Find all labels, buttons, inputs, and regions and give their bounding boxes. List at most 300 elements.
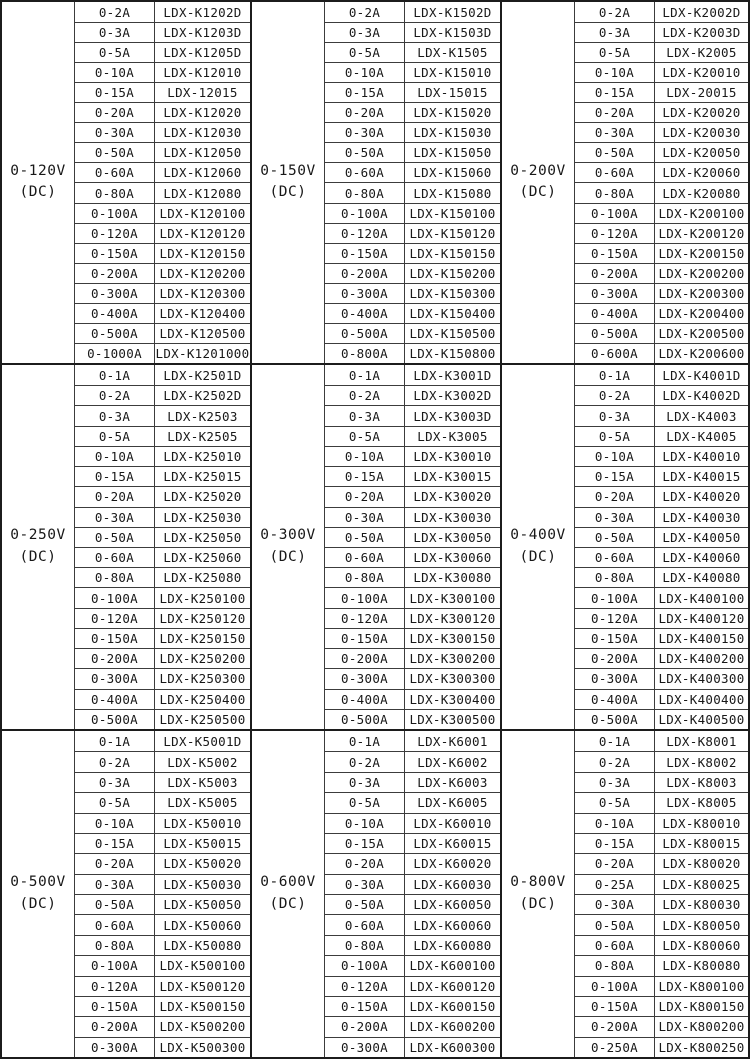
model-number-cell: LDX-K30015 — [405, 466, 500, 486]
current-range-cell: 0-200A — [325, 648, 405, 668]
current-range-cell: 0-200A — [75, 263, 155, 283]
model-number-cell: LDX-K15030 — [405, 122, 500, 142]
table-band — [2, 731, 748, 1057]
model-number-cell: LDX-K25050 — [155, 527, 250, 547]
model-number-cell: LDX-K25015 — [155, 466, 250, 486]
model-number-cell: LDX-K200100 — [655, 203, 748, 223]
model-number-cell: LDX-K50060 — [155, 914, 250, 934]
current-range-cell: 0-20A — [325, 853, 405, 873]
current-range-cell: 0-60A — [575, 935, 655, 955]
current-range-cell: 0-80A — [325, 567, 405, 587]
model-number-cell: LDX-K6005 — [405, 792, 500, 812]
model-number-cell: LDX-K300400 — [405, 689, 500, 709]
model-number-cell: LDX-K250400 — [155, 689, 250, 709]
model-number-cell: LDX-K25020 — [155, 486, 250, 506]
model-number-cell: LDX-K500100 — [155, 955, 250, 975]
model-number-cell: LDX-K1205D — [155, 42, 250, 62]
current-range-cell: 0-60A — [575, 547, 655, 567]
model-number-cell: LDX-K150800 — [405, 343, 500, 363]
current-range-cell: 0-5A — [75, 792, 155, 812]
current-range-cell: 0-120A — [75, 223, 155, 243]
model-number-cell: LDX-K50015 — [155, 833, 250, 853]
current-range-cell: 0-3A — [325, 772, 405, 792]
current-range-cell: 0-15A — [75, 833, 155, 853]
current-range-cell: 0-60A — [325, 914, 405, 934]
model-number-cell: LDX-K4005 — [655, 426, 748, 446]
model-number-cell: LDX-K3005 — [405, 426, 500, 446]
current-range-cell: 0-20A — [575, 102, 655, 122]
current-range-cell: 0-25A — [575, 874, 655, 894]
current-range-cell: 0-500A — [325, 323, 405, 343]
current-range-cell: 0-60A — [75, 914, 155, 934]
model-number-cell: LDX-K250120 — [155, 608, 250, 628]
model-number-cell: LDX-K1202D — [163, 4, 242, 20]
current-range-cell: 0-2A — [325, 751, 405, 771]
model-number-cell: LDX-K400300 — [655, 668, 748, 688]
model-number-cell: LDX-K30020 — [405, 486, 500, 506]
current-range-cell: 0-400A — [575, 689, 655, 709]
voltage-range-label: 0-500V — [10, 874, 66, 891]
model-number-cell: LDX-K600150 — [405, 996, 500, 1016]
current-range-cell: 0-120A — [75, 976, 155, 996]
model-number-cell: LDX-K600300 — [405, 1037, 500, 1057]
model-number-cell: LDX-K2002D — [662, 4, 741, 20]
current-range-cell: 0-10A — [325, 446, 405, 466]
voltage-group — [502, 2, 748, 363]
current-range-cell: 0-100A — [575, 203, 655, 223]
current-range-cell: 0-10A — [75, 446, 155, 466]
model-number-cell: LDX-K80020 — [655, 853, 748, 873]
model-number-cell: LDX-K50050 — [155, 894, 250, 914]
voltage-range-cell — [252, 2, 325, 363]
model-number-cell: LDX-K50010 — [155, 813, 250, 833]
current-range-cell: 0-10A — [75, 62, 155, 82]
model-number-cell: LDX-K120500 — [155, 323, 250, 343]
model-number-cell: LDX-K40030 — [655, 507, 748, 527]
current-range-cell: 0-60A — [75, 547, 155, 567]
model-number-cell: LDX-K25060 — [155, 547, 250, 567]
model-number-cell: LDX-K200600 — [655, 343, 748, 363]
current-range-cell: 0-50A — [75, 527, 155, 547]
model-number-cell: LDX-K40015 — [655, 466, 748, 486]
model-number-cell: LDX-K12030 — [155, 122, 250, 142]
current-range-cell: 0-3A — [75, 405, 155, 425]
current-range-cell: 0-800A — [325, 343, 405, 363]
current-range-cell: 0-80A — [75, 182, 155, 202]
model-number-cell: LDX-K250500 — [155, 709, 250, 729]
voltage-dc-label: (DC) — [519, 896, 557, 912]
voltage-group — [252, 365, 502, 729]
model-number-cell: LDX-K80030 — [655, 894, 748, 914]
voltage-range-label: 0-200V — [510, 162, 566, 179]
current-range-cell: 0-10A — [75, 813, 155, 833]
model-number-cell: LDX-K12020 — [155, 102, 250, 122]
voltage-range-label: 0-300V — [260, 527, 316, 544]
model-number-cell: LDX-K200400 — [655, 303, 748, 323]
current-range-cell: 0-100A — [75, 955, 155, 975]
current-range-cell: 0-120A — [575, 223, 655, 243]
model-number-cell: LDX-K200300 — [655, 283, 748, 303]
model-number-cell: LDX-K50080 — [155, 935, 250, 955]
model-number-cell: LDX-K500300 — [155, 1037, 250, 1057]
current-range-cell: 0-500A — [325, 709, 405, 729]
model-number-cell: LDX-K30010 — [405, 446, 500, 466]
current-range-cell: 0-5A — [325, 426, 405, 446]
voltage-group — [502, 731, 748, 1057]
current-range-cell: 0-250A — [575, 1037, 655, 1057]
current-range-cell: 0-30A — [325, 122, 405, 142]
model-number-cell: LDX-K150500 — [405, 323, 500, 343]
table-band — [2, 2, 748, 365]
current-range-cell: 0-80A — [75, 567, 155, 587]
model-number-cell: LDX-K120100 — [155, 203, 250, 223]
model-number-cell: LDX-K1502D — [413, 4, 492, 20]
model-number-cell: LDX-K8005 — [655, 792, 748, 812]
current-range-cell: 0-600A — [575, 343, 655, 363]
voltage-dc-label: (DC) — [519, 548, 557, 565]
model-number-cell: LDX-K500120 — [155, 976, 250, 996]
model-number-cell: LDX-K2503 — [155, 405, 250, 425]
current-range-cell: 0-10A — [325, 62, 405, 82]
model-number-cell: LDX-K800100 — [655, 976, 748, 996]
current-range-cell: 0-5A — [575, 42, 655, 62]
current-range-cell: 0-80A — [325, 935, 405, 955]
current-range-cell: 0-3A — [325, 405, 405, 425]
model-number-cell: LDX-K5005 — [155, 792, 250, 812]
current-range-cell: 0-50A — [575, 527, 655, 547]
model-number-cell: LDX-K300200 — [405, 648, 500, 668]
current-range-cell: 0-3A — [75, 22, 155, 42]
current-range-cell: 0-400A — [75, 303, 155, 323]
current-range-cell: 0-200A — [325, 1016, 405, 1036]
model-number-cell: LDX-K25080 — [155, 567, 250, 587]
current-range-cell: 0-500A — [75, 709, 155, 729]
model-number-cell: LDX-K12050 — [155, 142, 250, 162]
current-range-cell: 0-300A — [325, 1037, 405, 1057]
current-range-cell: 0-1000A — [75, 343, 155, 363]
model-number-cell: LDX-K60030 — [405, 874, 500, 894]
voltage-range-label: 0-150V — [260, 162, 316, 179]
current-range-cell: 0-30A — [325, 507, 405, 527]
current-range-cell: 0-2A — [575, 2, 655, 22]
model-number-cell: LDX-K200120 — [655, 223, 748, 243]
model-number-cell: LDX-K12080 — [155, 182, 250, 202]
current-range-cell: 0-300A — [75, 283, 155, 303]
current-range-cell: 0-2A — [325, 385, 405, 405]
model-number-cell: LDX-K120150 — [155, 243, 250, 263]
voltage-dc-label: (DC) — [19, 896, 57, 912]
current-range-cell: 0-50A — [75, 894, 155, 914]
model-number-cell: LDX-K300100 — [405, 587, 500, 607]
current-range-cell: 0-50A — [575, 914, 655, 934]
current-range-cell: 0-1A — [325, 731, 405, 751]
current-range-cell: 0-15A — [325, 82, 405, 102]
model-number-cell: LDX-K80025 — [655, 874, 748, 894]
model-number-cell: LDX-K60080 — [405, 935, 500, 955]
current-range-cell: 0-100A — [575, 976, 655, 996]
current-range-cell: 0-50A — [325, 527, 405, 547]
current-range-cell: 0-60A — [75, 162, 155, 182]
voltage-dc-label: (DC) — [19, 548, 57, 565]
model-number-cell: LDX-K5003 — [155, 772, 250, 792]
current-range-cell: 0-30A — [575, 894, 655, 914]
model-number-cell: LDX-K15080 — [405, 182, 500, 202]
model-number-cell: LDX-K400100 — [655, 587, 748, 607]
model-number-cell: LDX-K15010 — [405, 62, 500, 82]
model-number-cell: LDX-K150150 — [405, 243, 500, 263]
current-range-cell: 0-50A — [325, 142, 405, 162]
current-range-cell: 0-15A — [75, 466, 155, 486]
current-range-cell: 0-10A — [575, 62, 655, 82]
voltage-range-label: 0-400V — [510, 527, 566, 544]
model-number-cell: LDX-K12060 — [155, 162, 250, 182]
model-number-cell: LDX-K2005 — [655, 42, 748, 62]
current-range-cell: 0-15A — [575, 82, 655, 102]
model-number-cell: LDX-K2502D — [155, 385, 250, 405]
voltage-group — [252, 731, 502, 1057]
current-range-cell: 0-15A — [75, 82, 155, 102]
current-range-cell: 0-30A — [325, 874, 405, 894]
current-range-cell: 0-15A — [575, 466, 655, 486]
current-range-cell: 0-80A — [575, 955, 655, 975]
voltage-dc-label: (DC) — [269, 184, 307, 201]
current-range-cell: 0-2A — [75, 385, 155, 405]
model-number-cell: LDX-K250300 — [155, 668, 250, 688]
current-range-cell: 0-500A — [575, 709, 655, 729]
current-range-cell: 0-200A — [575, 1016, 655, 1036]
voltage-range-label: 0-600V — [260, 874, 316, 891]
model-number-cell: LDX-K5002 — [155, 751, 250, 771]
current-range-cell: 0-5A — [575, 426, 655, 446]
model-number-cell: LDX-K400200 — [655, 648, 748, 668]
model-number-cell: LDX-K200500 — [655, 323, 748, 343]
current-range-cell: 0-300A — [575, 668, 655, 688]
model-number-cell: LDX-K800200 — [655, 1016, 748, 1036]
current-range-cell: 0-20A — [75, 102, 155, 122]
model-number-cell: LDX-K150200 — [405, 263, 500, 283]
current-range-cell: 0-5A — [75, 426, 155, 446]
current-range-cell: 0-5A — [575, 792, 655, 812]
current-range-cell: 0-150A — [325, 243, 405, 263]
current-range-cell: 0-1A — [75, 365, 155, 385]
model-number-cell: LDX-K80015 — [655, 833, 748, 853]
current-range-cell: 0-150A — [575, 628, 655, 648]
model-number-cell: LDX-K400120 — [655, 608, 748, 628]
model-number-cell: LDX-K120120 — [155, 223, 250, 243]
current-range-cell: 0-400A — [325, 689, 405, 709]
voltage-group — [2, 365, 252, 729]
current-range-cell: 0-200A — [575, 263, 655, 283]
voltage-range-label: 0-250V — [10, 527, 66, 544]
model-number-cell: LDX-K60060 — [405, 914, 500, 934]
current-range-cell: 0-100A — [325, 587, 405, 607]
current-range-cell: 0-200A — [75, 1016, 155, 1036]
current-range-cell: 0-3A — [75, 772, 155, 792]
model-number-cell: LDX-K3002D — [405, 385, 500, 405]
model-number-cell: LDX-K5001D — [163, 733, 242, 749]
model-number-cell: LDX-K1201000 — [155, 343, 250, 363]
current-range-cell: 0-3A — [575, 405, 655, 425]
current-range-cell: 0-10A — [575, 813, 655, 833]
current-range-cell: 0-80A — [575, 567, 655, 587]
model-number-cell: LDX-K12010 — [155, 62, 250, 82]
voltage-group — [252, 2, 502, 363]
model-number-cell: LDX-K800250 — [655, 1037, 748, 1057]
model-number-cell: LDX-K20060 — [655, 162, 748, 182]
current-range-cell: 0-3A — [575, 772, 655, 792]
voltage-dc-label: (DC) — [269, 896, 307, 912]
model-number-cell: LDX-K250150 — [155, 628, 250, 648]
model-number-cell: LDX-K6001 — [417, 733, 488, 749]
model-number-cell: LDX-K25030 — [155, 507, 250, 527]
model-number-cell: LDX-K250100 — [155, 587, 250, 607]
current-range-cell: 0-1A — [75, 731, 155, 751]
current-range-cell: 0-30A — [575, 507, 655, 527]
model-number-cell: LDX-K400400 — [655, 689, 748, 709]
current-range-cell: 0-30A — [75, 507, 155, 527]
model-number-cell: LDX-K3003D — [405, 405, 500, 425]
current-range-cell: 0-120A — [575, 608, 655, 628]
model-number-cell: LDX-K500150 — [155, 996, 250, 1016]
voltage-range-cell — [502, 365, 575, 729]
model-number-cell: LDX-K500200 — [155, 1016, 250, 1036]
model-number-cell: LDX-K30050 — [405, 527, 500, 547]
current-range-cell: 0-500A — [75, 323, 155, 343]
model-number-cell: LDX-K2505 — [155, 426, 250, 446]
voltage-range-cell — [2, 365, 75, 729]
model-number-cell: LDX-K20020 — [655, 102, 748, 122]
model-number-cell: LDX-K120300 — [155, 283, 250, 303]
voltage-range-label: 0-120V — [10, 162, 66, 179]
model-number-cell: LDX-K150400 — [405, 303, 500, 323]
model-number-cell: LDX-K30030 — [405, 507, 500, 527]
current-range-cell: 0-300A — [75, 1037, 155, 1057]
current-range-cell: 0-20A — [325, 102, 405, 122]
current-range-cell: 0-20A — [75, 486, 155, 506]
model-number-cell: LDX-K40010 — [655, 446, 748, 466]
current-range-cell: 0-1A — [575, 365, 655, 385]
model-number-cell: LDX-K600120 — [405, 976, 500, 996]
model-number-cell: LDX-K200150 — [655, 243, 748, 263]
model-number-cell: LDX-K15020 — [405, 102, 500, 122]
model-number-cell: LDX-K3001D — [413, 367, 492, 383]
current-range-cell: 0-20A — [325, 486, 405, 506]
model-number-cell: LDX-K20010 — [655, 62, 748, 82]
model-number-cell: LDX-K50020 — [155, 853, 250, 873]
model-number-cell: LDX-K400500 — [655, 709, 748, 729]
current-range-cell: 0-300A — [75, 668, 155, 688]
current-range-cell: 0-50A — [575, 142, 655, 162]
current-range-cell: 0-200A — [575, 648, 655, 668]
model-number-cell: LDX-K120400 — [155, 303, 250, 323]
model-number-cell: LDX-K60010 — [405, 813, 500, 833]
model-number-cell: LDX-K2501D — [163, 367, 242, 383]
current-range-cell: 0-100A — [575, 587, 655, 607]
current-range-cell: 0-120A — [75, 608, 155, 628]
model-number-cell: LDX-K20030 — [655, 122, 748, 142]
current-range-cell: 0-10A — [575, 446, 655, 466]
current-range-cell: 0-300A — [325, 283, 405, 303]
current-range-cell: 0-50A — [75, 142, 155, 162]
current-range-cell: 0-5A — [325, 42, 405, 62]
model-number-cell: LDX-K80010 — [655, 813, 748, 833]
current-range-cell: 0-1A — [575, 731, 655, 751]
model-number-cell: LDX-K6002 — [405, 751, 500, 771]
model-number-cell: LDX-K300500 — [405, 709, 500, 729]
model-number-cell: LDX-K80060 — [655, 935, 748, 955]
current-range-cell: 0-2A — [575, 385, 655, 405]
voltage-group — [502, 365, 748, 729]
current-range-cell: 0-2A — [575, 751, 655, 771]
current-range-cell: 0-300A — [325, 668, 405, 688]
current-range-cell: 0-120A — [325, 608, 405, 628]
current-range-cell: 0-200A — [75, 648, 155, 668]
model-number-cell: LDX-15015 — [405, 82, 500, 102]
voltage-range-cell — [252, 365, 325, 729]
model-number-cell: LDX-K40060 — [655, 547, 748, 567]
current-range-cell: 0-80A — [75, 935, 155, 955]
model-number-cell: LDX-K1203D — [155, 22, 250, 42]
model-number-cell: LDX-K150100 — [405, 203, 500, 223]
model-number-cell: LDX-K120200 — [155, 263, 250, 283]
current-range-cell: 0-10A — [325, 813, 405, 833]
voltage-group — [2, 731, 252, 1057]
model-number-cell: LDX-K8001 — [666, 733, 737, 749]
current-range-cell: 0-300A — [575, 283, 655, 303]
current-range-cell: 0-3A — [325, 22, 405, 42]
voltage-range-cell — [502, 731, 575, 1057]
model-number-cell: LDX-K25010 — [155, 446, 250, 466]
current-range-cell: 0-60A — [325, 547, 405, 567]
current-range-cell: 0-20A — [575, 853, 655, 873]
model-number-cell: LDX-K300300 — [405, 668, 500, 688]
model-number-cell: LDX-K300120 — [405, 608, 500, 628]
model-number-cell: LDX-K2003D — [655, 22, 748, 42]
model-number-cell: LDX-K150120 — [405, 223, 500, 243]
current-range-cell: 0-15A — [575, 833, 655, 853]
current-range-cell: 0-100A — [325, 955, 405, 975]
current-range-cell: 0-50A — [325, 894, 405, 914]
model-number-cell: LDX-K1503D — [405, 22, 500, 42]
model-number-cell: LDX-K800150 — [655, 996, 748, 1016]
current-range-cell: 0-150A — [575, 996, 655, 1016]
model-number-cell: LDX-K4002D — [655, 385, 748, 405]
current-range-cell: 0-150A — [75, 996, 155, 1016]
voltage-range-label: 0-800V — [510, 874, 566, 891]
current-range-cell: 0-400A — [75, 689, 155, 709]
current-range-cell: 0-5A — [75, 42, 155, 62]
current-range-cell: 0-3A — [575, 22, 655, 42]
model-number-cell: LDX-K80080 — [655, 955, 748, 975]
current-range-cell: 0-15A — [325, 466, 405, 486]
table-band — [2, 365, 748, 731]
voltage-range-cell — [2, 2, 75, 363]
model-number-cell: LDX-K400150 — [655, 628, 748, 648]
current-range-cell: 0-150A — [575, 243, 655, 263]
model-number-cell: LDX-K20050 — [655, 142, 748, 162]
current-range-cell: 0-500A — [575, 323, 655, 343]
current-range-cell: 0-120A — [325, 976, 405, 996]
current-range-cell: 0-400A — [575, 303, 655, 323]
model-number-cell: LDX-K4001D — [662, 367, 741, 383]
current-range-cell: 0-80A — [575, 182, 655, 202]
current-range-cell: 0-60A — [575, 162, 655, 182]
current-range-cell: 0-80A — [325, 182, 405, 202]
current-range-cell: 0-20A — [575, 486, 655, 506]
voltage-dc-label: (DC) — [19, 184, 57, 201]
current-range-cell: 0-100A — [75, 203, 155, 223]
current-range-cell: 0-1A — [325, 365, 405, 385]
